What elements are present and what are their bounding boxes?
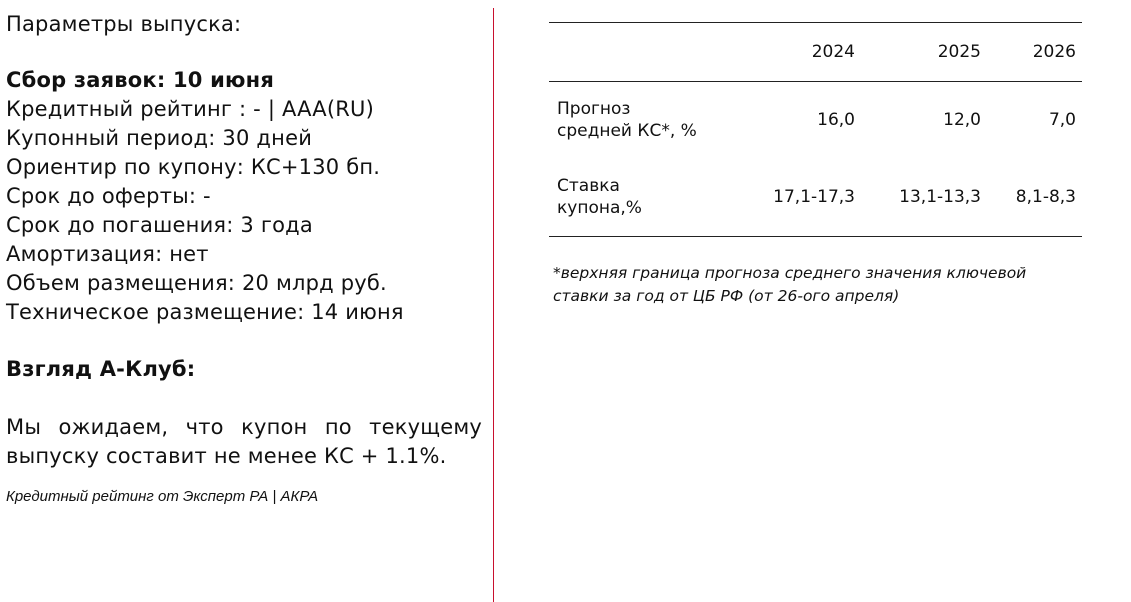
issue-parameters-panel bbox=[6, 10, 482, 506]
forecast-table bbox=[549, 22, 1082, 237]
param-credit-rating: Кредитный рейтинг : - | AAA(RU) bbox=[6, 97, 374, 121]
row-label-line: Прогноз bbox=[557, 99, 631, 119]
forecast-table-container bbox=[549, 22, 1082, 237]
table-header-empty bbox=[549, 23, 735, 82]
table-cell: 8,1-8,3 bbox=[1015, 187, 1076, 207]
key-rate-footnote bbox=[553, 262, 1093, 308]
row-label-line: средней КС*, % bbox=[557, 121, 697, 141]
view-heading: Взгляд А-Клуб: bbox=[6, 357, 196, 381]
table-cell: 7,0 bbox=[1048, 110, 1076, 130]
params-title: Параметры выпуска: bbox=[6, 12, 242, 36]
table-cell: 13,1-13,3 bbox=[899, 187, 981, 207]
vertical-divider bbox=[493, 8, 494, 602]
table-header-year: 2024 bbox=[811, 42, 855, 62]
table-cell: 12,0 bbox=[943, 110, 981, 130]
table-header-year: 2025 bbox=[937, 42, 981, 62]
param-coupon-period: Купонный период: 30 дней bbox=[6, 126, 313, 150]
param-maturity: Срок до погашения: 3 года bbox=[6, 213, 313, 237]
param-technical-placement: Техническое размещение: 14 июня bbox=[6, 300, 404, 324]
param-issue-volume: Объем размещения: 20 млрд руб. bbox=[6, 271, 387, 295]
param-coupon-guidance: Ориентир по купону: КС+130 бп. bbox=[6, 155, 381, 179]
table-cell: 17,1-17,3 bbox=[773, 187, 855, 207]
table-header-year: 2026 bbox=[1032, 42, 1076, 62]
book-building-date: Сбор заявок: 10 июня bbox=[6, 68, 275, 92]
table-cell: 16,0 bbox=[817, 110, 855, 130]
row-label-key-rate bbox=[549, 82, 735, 159]
row-label-line: Ставка bbox=[557, 176, 620, 196]
view-text: Мы ожидаем, что купон по текущему выпуску составит не менее КС + 1.1%. bbox=[6, 415, 482, 468]
table-row bbox=[549, 82, 1082, 159]
rating-source-note: Кредитный рейтинг от Эксперт РА | АКРА bbox=[6, 488, 319, 505]
footnote-line: ставки за год от ЦБ РФ (от 26-ого апреля) bbox=[553, 287, 900, 305]
row-label-coupon-rate bbox=[549, 158, 735, 237]
table-row bbox=[549, 158, 1082, 237]
table-header-row bbox=[549, 23, 1082, 82]
param-amortization: Амортизация: нет bbox=[6, 242, 209, 266]
row-label-line: купона,% bbox=[557, 198, 642, 218]
param-offer-term: Срок до оферты: - bbox=[6, 184, 211, 208]
footnote-line: *верхняя граница прогноза среднего значения ключевой bbox=[553, 264, 1027, 282]
